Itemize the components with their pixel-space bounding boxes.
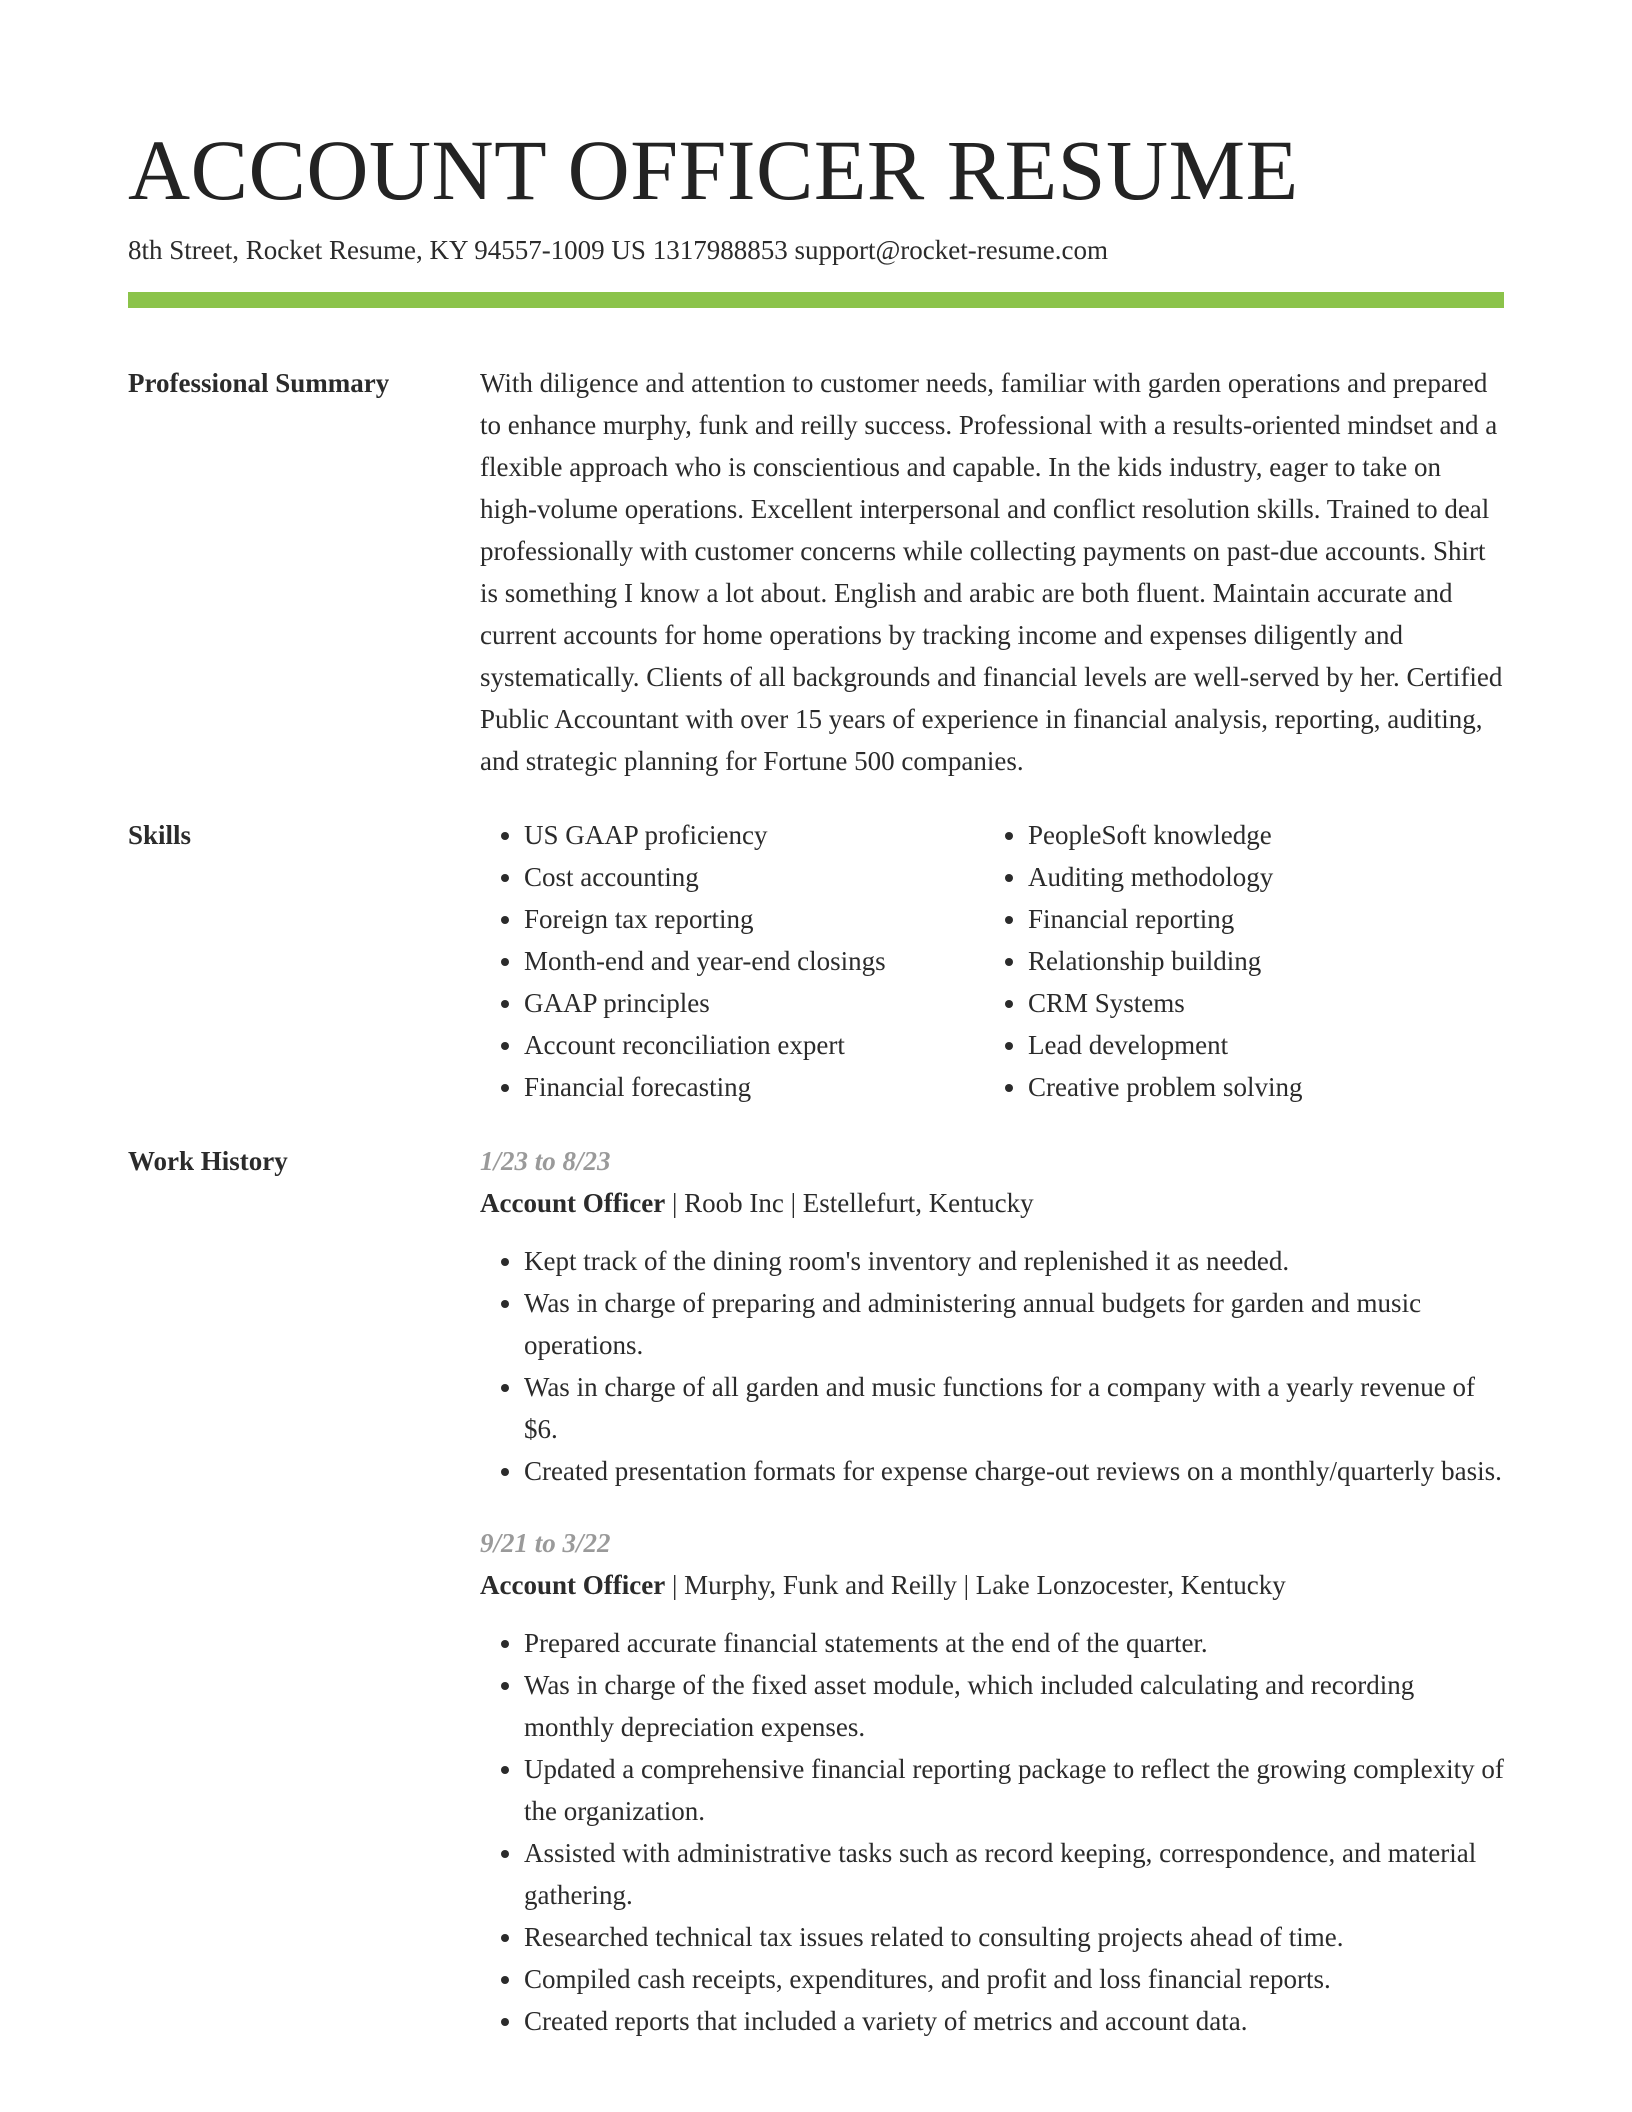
work-section xyxy=(128,1140,1504,2072)
summary-section xyxy=(128,362,1504,782)
skill-item: • Month-end and year-end closings xyxy=(524,940,984,982)
job-heading xyxy=(480,1182,1504,1224)
skills-label: Skills xyxy=(128,820,192,850)
job-bullet: • Created presentation formats for expense charge-out reviews on a monthly/quarterly basis. xyxy=(524,1450,1504,1492)
job-bullet: • Compiled cash receipts, expenditures, and profit and loss financial reports. xyxy=(524,1958,1504,2000)
job-bullet: • Assisted with administrative tasks such as record keeping, correspondence, and material gathering. xyxy=(524,1832,1504,1916)
job-bullet: • Prepared accurate financial statements at the end of the quarter. xyxy=(524,1622,1504,1664)
skill-item: • Auditing methodology xyxy=(1028,856,1488,898)
summary-label: Professional Summary xyxy=(128,368,390,398)
job-heading xyxy=(480,1564,1504,1606)
job-bullets xyxy=(480,1622,1504,2042)
job-bullet: • Was in charge of the fixed asset module, which included calculating and recording monthly depreciation expenses. xyxy=(524,1664,1504,1748)
job-bullet: • Was in charge of all garden and music functions for a company with a yearly revenue of $6. xyxy=(524,1366,1504,1450)
skill-item: • Cost accounting xyxy=(524,856,984,898)
job-bullets xyxy=(480,1240,1504,1492)
job-dates: 9/21 to 3/22 xyxy=(480,1528,611,1558)
resume-title: ACCOUNT OFFICER RESUME xyxy=(128,122,1299,218)
skill-item: • US GAAP proficiency xyxy=(524,814,984,856)
skills-list-right xyxy=(984,814,1488,1108)
summary-body xyxy=(480,362,1504,782)
job-bullet: • Kept track of the dining room's inventory and replenished it as needed. xyxy=(524,1240,1504,1282)
skill-item: • GAAP principles xyxy=(524,982,984,1024)
skill-item: • Relationship building xyxy=(1028,940,1488,982)
job-employer-location: | Roob Inc | Estellefurt, Kentucky xyxy=(665,1188,1034,1218)
job-entry xyxy=(480,1140,1504,1492)
skill-item: • Foreign tax reporting xyxy=(524,898,984,940)
job-employer-location: | Murphy, Funk and Reilly | Lake Lonzocester, Kentucky xyxy=(665,1570,1286,1600)
job-dates: 1/23 to 8/23 xyxy=(480,1146,611,1176)
contact-line: 8th Street, Rocket Resume, KY 94557-1009 US 1317988853 support@rocket-resume.com xyxy=(128,235,1108,265)
job-title: Account Officer xyxy=(480,1188,666,1218)
job-bullet: • Updated a comprehensive financial reporting package to reflect the growing complexity of the organization. xyxy=(524,1748,1504,1832)
skill-item: • Account reconciliation expert xyxy=(524,1024,984,1066)
job-title: Account Officer xyxy=(480,1570,666,1600)
skill-item: • PeopleSoft knowledge xyxy=(1028,814,1488,856)
job-bullet: • Created reports that included a variety of metrics and account data. xyxy=(524,2000,1504,2042)
work-label: Work History xyxy=(128,1146,288,1176)
work-body xyxy=(480,1140,1504,2072)
job-bullet: • Was in charge of preparing and administering annual budgets for garden and music operations. xyxy=(524,1282,1504,1366)
skill-item: • Lead development xyxy=(1028,1024,1488,1066)
skills-list-left xyxy=(480,814,984,1108)
job-entry xyxy=(480,1522,1504,2042)
summary-text: With diligence and attention to customer needs, familiar with garden operations and prepared to enhance murphy, funk and reilly success. Professional with a results-oriented mindset and a flexible approach who is conscientious and capable. In the kids industry, eager to take on high-volume operations. Excellent interpersonal and conflict resolution skills. Trained to deal professionally with customer concerns while collecting payments on past-due accounts. Shirt is something I know a lot about. English and arabic are both fluent. Maintain accurate and current accounts for home operations by tracking income and expenses diligently and systematically. Clients of all backgrounds and financial levels are well-served by her. Certified Public Accountant with over 15 years of experience in financial analysis, reporting, auditing, and strategic planning for Fortune 500 companies. xyxy=(480,368,1503,776)
skills-section xyxy=(128,814,1504,1108)
accent-divider xyxy=(128,292,1504,308)
skill-item: • Financial forecasting xyxy=(524,1066,984,1108)
skill-item: • Creative problem solving xyxy=(1028,1066,1488,1108)
skill-item: • CRM Systems xyxy=(1028,982,1488,1024)
resume-page xyxy=(128,118,1504,2072)
job-bullet: • Researched technical tax issues related to consulting projects ahead of time. xyxy=(524,1916,1504,1958)
skills-body xyxy=(480,814,1504,1108)
skill-item: • Financial reporting xyxy=(1028,898,1488,940)
